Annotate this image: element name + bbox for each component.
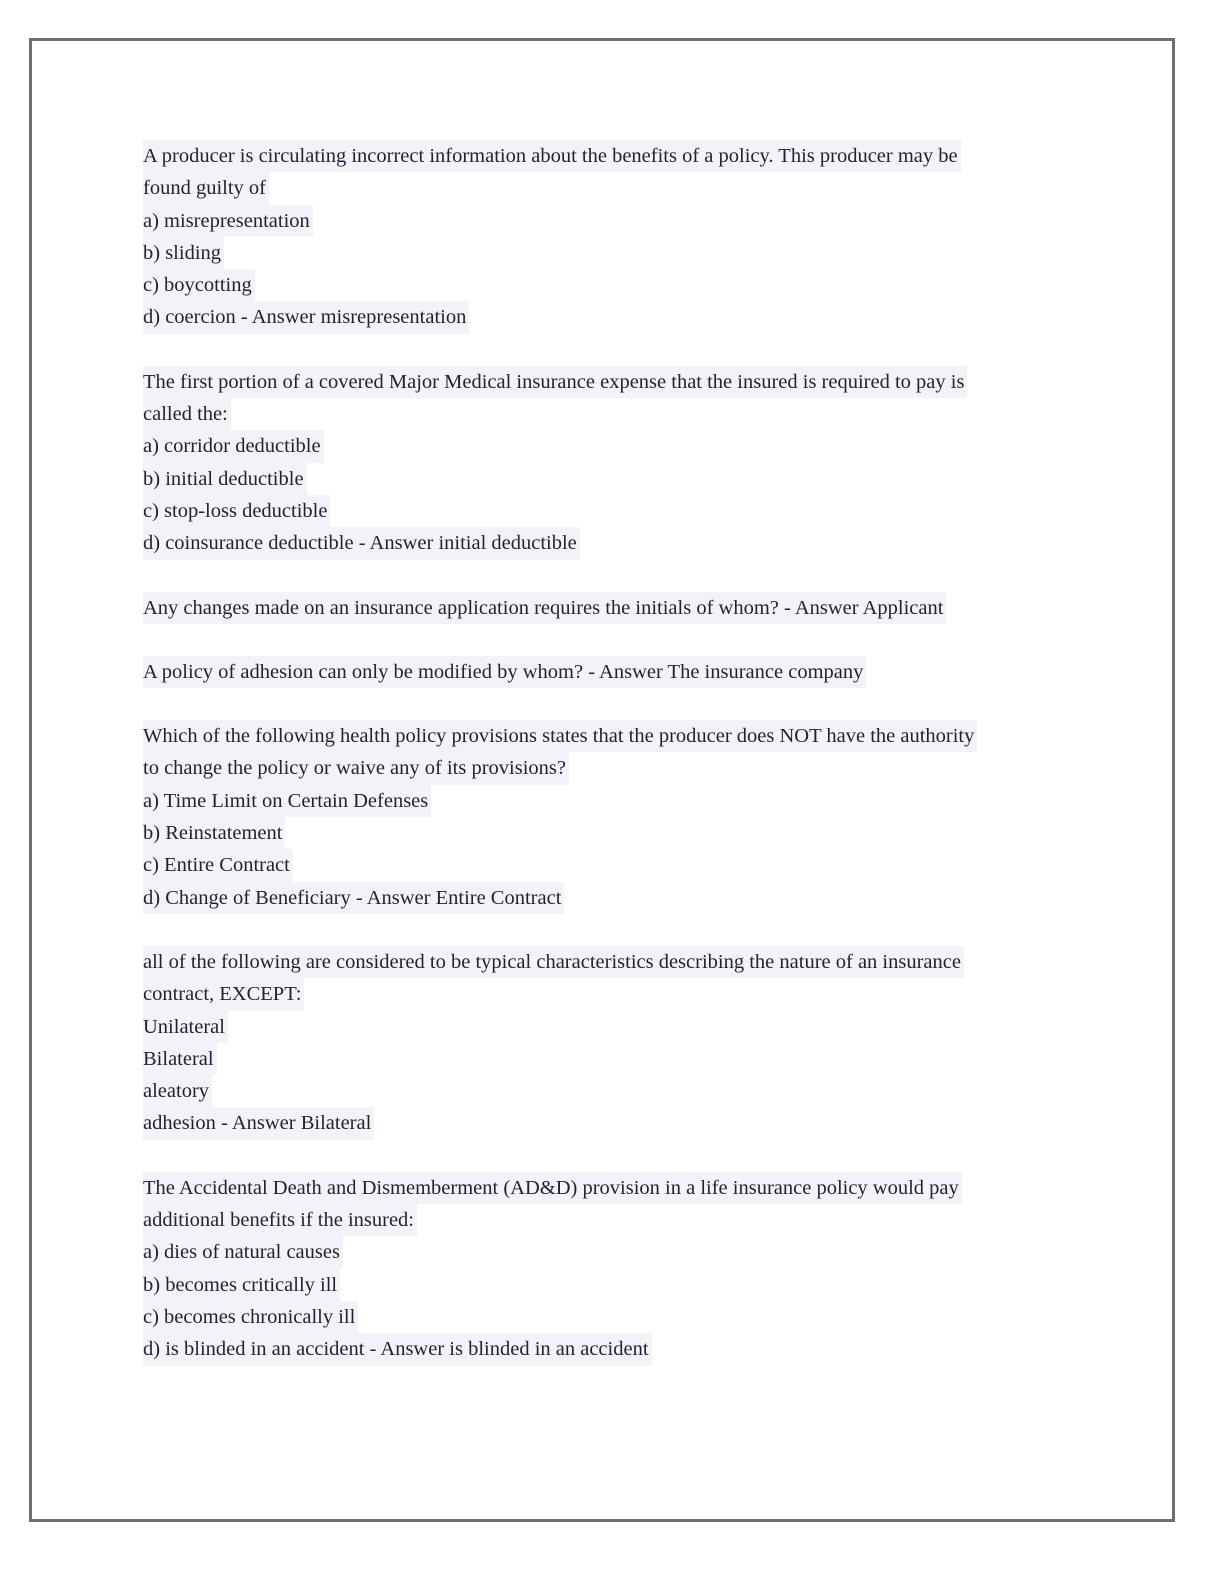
- answer-option: c) boycotting: [143, 269, 255, 301]
- question-block: [143, 946, 1073, 1140]
- question-text: The first portion of a covered Major Medical insurance expense that the insured is required to pay is: [143, 366, 967, 398]
- question-text: to change the policy or waive any of its provisions?: [143, 752, 569, 784]
- answer-option: d) Change of Beneficiary - Answer Entire Contract: [143, 882, 564, 914]
- question-text: contract, EXCEPT:: [143, 978, 304, 1010]
- answer-option: adhesion - Answer Bilateral: [143, 1107, 374, 1139]
- answer-option: a) Time Limit on Certain Defenses: [143, 785, 431, 817]
- answer-option: aleatory: [143, 1075, 212, 1107]
- document-content: [143, 140, 1073, 1398]
- question-block: [143, 1172, 1073, 1366]
- answer-option: d) coercion - Answer misrepresentation: [143, 301, 469, 333]
- answer-option: Bilateral: [143, 1043, 217, 1075]
- answer-option: d) coinsurance deductible - Answer initial deductible: [143, 527, 580, 559]
- question-text: Any changes made on an insurance application requires the initials of whom? - Answer Applicant: [143, 592, 946, 624]
- question-text: Which of the following health policy provisions states that the producer does NOT have the authority: [143, 720, 977, 752]
- answer-option: a) misrepresentation: [143, 205, 313, 237]
- question-text: all of the following are considered to be typical characteristics describing the nature of an insurance: [143, 946, 964, 978]
- question-text: A producer is circulating incorrect information about the benefits of a policy. This producer may be: [143, 140, 961, 172]
- question-block: [143, 140, 1073, 334]
- answer-option: b) initial deductible: [143, 463, 307, 495]
- answer-option: c) Entire Contract: [143, 849, 293, 881]
- question-text: A policy of adhesion can only be modified by whom? - Answer The insurance company: [143, 656, 866, 688]
- answer-option: c) stop-loss deductible: [143, 495, 330, 527]
- answer-option: Unilateral: [143, 1011, 228, 1043]
- answer-option: b) Reinstatement: [143, 817, 285, 849]
- question-text: additional benefits if the insured:: [143, 1204, 417, 1236]
- question-block: [143, 592, 1073, 624]
- answer-option: a) dies of natural causes: [143, 1236, 343, 1268]
- question-text: found guilty of: [143, 172, 269, 204]
- answer-option: d) is blinded in an accident - Answer is blinded in an accident: [143, 1333, 652, 1365]
- answer-option: b) becomes critically ill: [143, 1269, 340, 1301]
- question-text: The Accidental Death and Dismemberment (AD&D) provision in a life insurance policy would pay: [143, 1172, 962, 1204]
- answer-option: a) corridor deductible: [143, 430, 324, 462]
- question-text: called the:: [143, 398, 231, 430]
- answer-option: b) sliding: [143, 237, 224, 269]
- question-block: [143, 366, 1073, 560]
- answer-option: c) becomes chronically ill: [143, 1301, 358, 1333]
- question-block: [143, 720, 1073, 914]
- question-block: [143, 656, 1073, 688]
